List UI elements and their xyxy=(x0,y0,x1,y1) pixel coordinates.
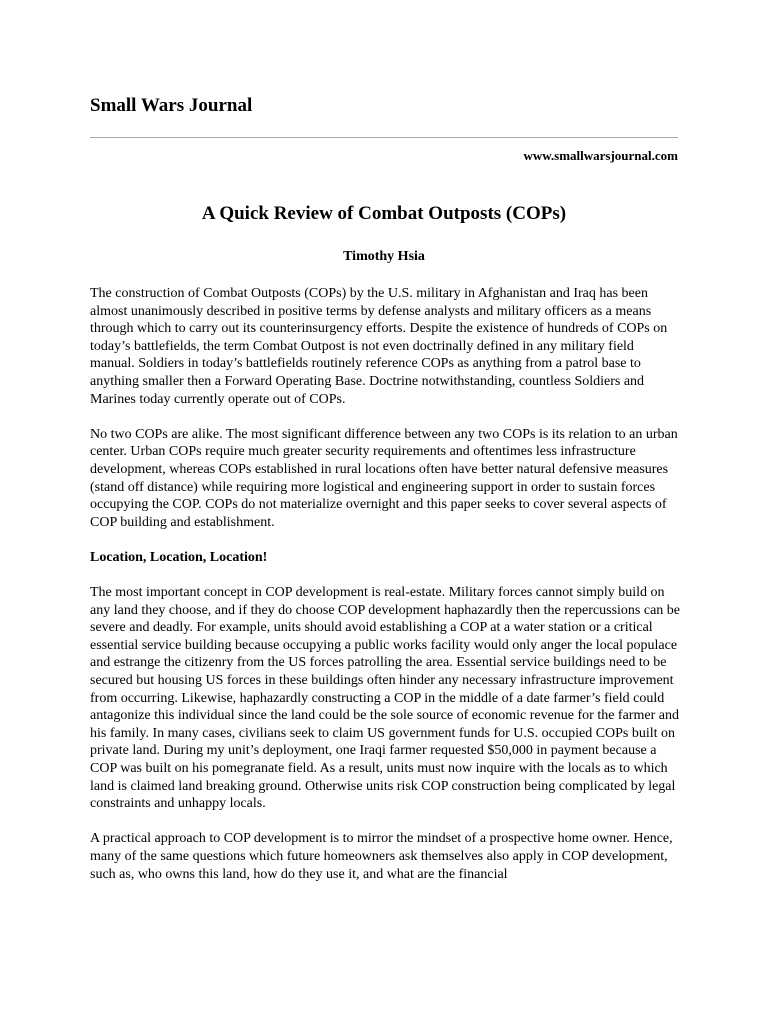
body-paragraph: No two COPs are alike. The most significant difference between any two COPs is its relation to an urban center. Urban COPs require much greater security requirements and oftentimes less infrastructure development, whereas COPs established in rural locations often have better natural defensive measures (stand off distance) while requiring more logistical and engineering support in order to sustain forces occupying the COP. COPs do not materialize overnight and this paper seeks to cover several aspects of COP building and establishment. xyxy=(90,426,678,530)
article-body xyxy=(90,285,682,901)
body-paragraph: A practical approach to COP development is to mirror the mindset of a prospective home owner. Hence, many of the same questions which future homeowners ask themselves also apply in COP development, such as, who owns this land, how do they use it, and what are the financial xyxy=(90,831,673,882)
body-paragraph: The most important concept in COP development is real-estate. Military forces cannot simply build on any land they choose, and if they do choose COP development haphazardly then the repercussions can be severe and deadly. For example, units should avoid establishing a COP at a water station or a critical essential service building because occupying a public works facility would only anger the local populace and estrange the citizenry from the US forces patrolling the area. Essential service buildings need to be secured but housing US forces in these buildings often hinder any necessary infrastructure improvement from occurring. Likewise, haphazardly constructing a COP in the middle of a date farmer’s field could antagonize this individual since the land could be the sole source of economic revenue for the farmer and his family. In many cases, civilians seek to claim US government funds for U.S. occupied COPs built on private land. During my unit’s deployment, one Iraqi farmer requested $50,000 in payment because a COP was built on his pomegranate field. As a result, units must now inquire with the locals as to which land is claimed land breaking ground. Otherwise units risk COP construction being complicated by legal constraints and unhappy locals. xyxy=(90,585,681,812)
section-heading: Location, Location, Location! xyxy=(90,549,268,565)
body-paragraph: The construction of Combat Outposts (COPs) by the U.S. military in Afghanistan and Iraq has been almost unanimously described in positive terms by defense analysts and military officers as a means through which to carry out its counterinsurgency efforts. Despite the existence of hundreds of COPs on today’s battlefields, the term Combat Outpost is not even doctrinally defined in any military field manual. Soldiers in today’s battlefields routinely reference COPs as anything from a patrol base to anything smaller then a Forward Operating Base. Doctrine notwithstanding, countless Soldiers and Marines today currently operate out of COPs. xyxy=(90,286,668,407)
journal-url-link[interactable]: www.smallwarsjournal.com xyxy=(523,148,678,163)
journal-title: Small Wars Journal xyxy=(90,95,253,116)
header-divider xyxy=(90,137,678,138)
article-author: Timothy Hsia xyxy=(343,249,425,264)
article-title: A Quick Review of Combat Outposts (COPs) xyxy=(201,203,567,224)
